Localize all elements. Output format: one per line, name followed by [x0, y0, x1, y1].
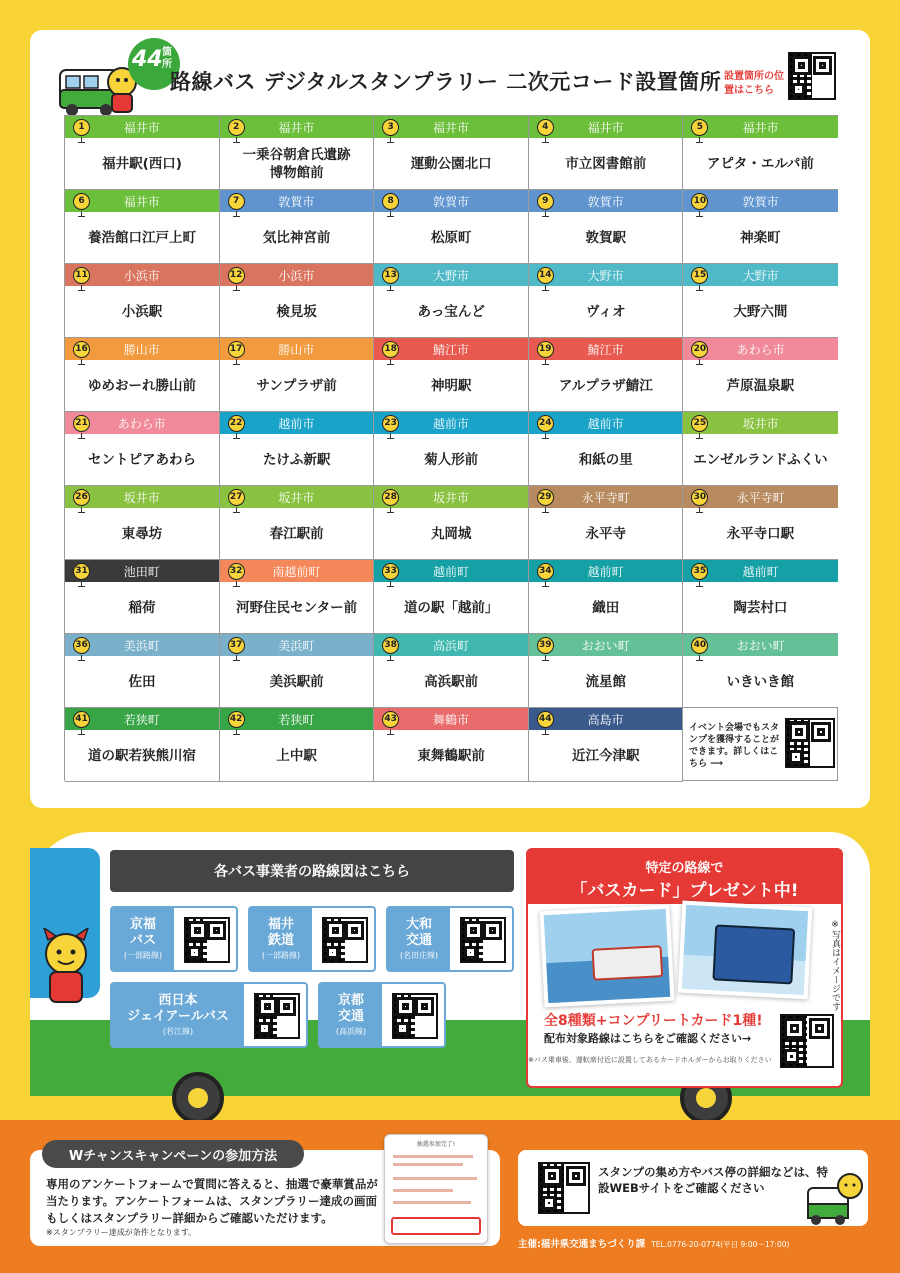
stop-cell — [220, 486, 375, 560]
stop-city: 高浜町 — [432, 639, 469, 653]
bus-stop-number: 35 — [691, 563, 708, 580]
stop-name: いきいき館 — [726, 674, 795, 690]
stop-cell — [65, 634, 220, 708]
stop-name: 東尋坊 — [121, 526, 163, 542]
route-name: 西日本 ジェイアールバス — [127, 993, 229, 1024]
stop-cell-header — [220, 560, 374, 582]
bus-stop-number: 18 — [382, 341, 399, 358]
stop-city: 福井市 — [123, 121, 160, 135]
stop-city: 福井市 — [123, 195, 160, 209]
stop-city: 小浜市 — [278, 269, 315, 283]
stop-city: 越前町 — [742, 565, 779, 579]
route-qr-code[interactable] — [392, 993, 438, 1039]
bus-stop-number: 44 — [537, 711, 554, 728]
stop-name: 永平寺 — [585, 526, 627, 542]
stop-cell-header — [374, 412, 528, 434]
event-qr-code[interactable] — [785, 718, 835, 768]
organizer — [518, 1236, 789, 1250]
event-note: イベント会場でもスタンプを獲得することができます。詳しくはこちら ⟶ — [689, 723, 780, 769]
stop-city: 坂井市 — [123, 491, 160, 505]
stop-name: 佐田 — [128, 674, 156, 690]
bus-card-photo-2 — [678, 901, 813, 1000]
stop-city: 福井市 — [742, 121, 779, 135]
route-kyoto-kotsu[interactable] — [318, 982, 446, 1048]
stop-city: あわら市 — [736, 343, 785, 357]
bus-stop-number: 3 — [382, 119, 399, 136]
bus-stop-number: 29 — [537, 489, 554, 506]
bus-stop-number: 41 — [73, 711, 90, 728]
stop-cell-header — [683, 634, 838, 656]
stop-city: 越前町 — [432, 565, 469, 579]
promo-header — [528, 850, 841, 904]
stop-cell-header — [529, 412, 683, 434]
stop-cell — [65, 190, 220, 264]
stop-name: 養浩館口江戸上町 — [88, 230, 196, 246]
stop-cell — [220, 116, 375, 190]
stop-cell-header — [529, 264, 683, 286]
stop-city: 坂井市 — [742, 417, 779, 431]
bus-stop-number: 11 — [73, 267, 90, 284]
stop-cell-header — [374, 116, 528, 138]
stop-cell — [683, 412, 838, 486]
stop-city: 坂井市 — [278, 491, 315, 505]
stop-city: 敦賀市 — [587, 195, 624, 209]
stop-cell-header — [220, 412, 374, 434]
stop-name: 芦原温泉駅 — [726, 378, 795, 394]
stop-cell-header — [65, 116, 219, 138]
location-qr-note: 設置箇所の位置はこちら — [724, 71, 784, 96]
survey-highlight — [391, 1217, 481, 1235]
stop-cell — [220, 190, 375, 264]
stop-cell-header — [683, 486, 838, 508]
bus-stop-number: 42 — [228, 711, 245, 728]
stop-name: 運動公園北口 — [410, 156, 492, 172]
bus-card-photo-1 — [540, 905, 675, 1008]
stop-cell-header — [65, 264, 219, 286]
stop-cell — [65, 116, 220, 190]
stop-cell — [374, 412, 529, 486]
stop-cell-header — [374, 338, 528, 360]
stop-cell — [65, 708, 220, 782]
bus-stop-number: 22 — [228, 415, 245, 432]
stop-cell-header — [65, 412, 219, 434]
stop-name: 一乗谷朝倉氏遺跡 博物館前 — [242, 147, 351, 181]
stop-cell — [65, 412, 220, 486]
stop-city: 敦賀市 — [742, 195, 779, 209]
bus-stop-number: 39 — [537, 637, 554, 654]
bus-stop-number: 34 — [537, 563, 554, 580]
stop-cell — [65, 264, 220, 338]
stop-name: 美浜駅前 — [269, 674, 324, 690]
stop-cell — [220, 338, 375, 412]
bus-stop-number: 27 — [228, 489, 245, 506]
stop-count: 44 — [132, 47, 163, 72]
stop-city: 南越前町 — [272, 565, 321, 579]
organizer-tel: TEL.0776-20-0774(平日 9:00〜17:00) — [651, 1240, 790, 1249]
stop-city: 池田町 — [123, 565, 160, 579]
stop-city: 大野市 — [742, 269, 779, 283]
stop-name: 神明駅 — [430, 378, 472, 394]
stop-name: サンプラザ前 — [256, 378, 337, 394]
stop-city: 美浜町 — [123, 639, 160, 653]
stop-cell — [529, 486, 684, 560]
bus-stop-number: 36 — [73, 637, 90, 654]
stop-cell-header — [529, 560, 683, 582]
stop-cell — [683, 116, 838, 190]
stop-cell-header — [220, 264, 374, 286]
promo-line1: 特定の路線で — [645, 861, 724, 876]
stop-cell-header — [374, 190, 528, 212]
bus-stop-number: 43 — [382, 711, 399, 728]
bus-stop-number: 8 — [382, 193, 399, 210]
stop-cell — [374, 190, 529, 264]
stop-city: 美浜町 — [278, 639, 315, 653]
route-name: 福井 鉄道 — [267, 917, 294, 948]
bus-stop-number: 26 — [73, 489, 90, 506]
stop-name: アルプラザ鯖江 — [558, 378, 653, 394]
stop-cell — [529, 634, 684, 708]
photo-note: ※写真はイメージです — [830, 920, 840, 1011]
stop-count-unit: 箇所 — [162, 47, 172, 70]
stop-city: 大野市 — [587, 269, 624, 283]
stop-name: 小浜駅 — [121, 304, 163, 320]
bus-card-promo — [526, 848, 843, 1088]
bus-stop-number: 28 — [382, 489, 399, 506]
route-fukui-railway[interactable] — [248, 906, 376, 972]
stop-city: 福井市 — [278, 121, 315, 135]
stop-cell — [529, 190, 684, 264]
bus-stop-number: 23 — [382, 415, 399, 432]
stop-city: 永平寺町 — [581, 491, 630, 505]
stop-cell — [220, 264, 375, 338]
stop-city: 越前町 — [587, 565, 624, 579]
stop-cell-header — [529, 338, 683, 360]
bus-stop-number: 31 — [73, 563, 90, 580]
bus-stop-number: 32 — [228, 563, 245, 580]
stop-city: 越前市 — [587, 417, 624, 431]
stop-cell — [374, 486, 529, 560]
bus-stop-number: 24 — [537, 415, 554, 432]
stop-cell — [220, 634, 375, 708]
stop-cell-header — [65, 486, 219, 508]
stop-cell-header — [683, 412, 838, 434]
bus-stop-number: 1 — [73, 119, 90, 136]
stop-city: 勝山市 — [123, 343, 160, 357]
promo-qr-code[interactable] — [780, 1014, 834, 1068]
stop-name: 高浜駅前 — [424, 674, 479, 690]
stop-cell — [374, 338, 529, 412]
stop-cell-header — [529, 634, 683, 656]
bus-stop-number: 25 — [691, 415, 708, 432]
route-qr-code[interactable] — [184, 917, 230, 963]
stop-cell — [65, 338, 220, 412]
campaign-title: Wチャンスキャンペーンの参加方法 — [42, 1140, 304, 1168]
page-title: 路線バス デジタルスタンプラリー 二次元コード設置箇所 — [170, 70, 722, 94]
stop-cell — [374, 560, 529, 634]
stop-city: 永平寺町 — [736, 491, 785, 505]
bus-stop-number: 15 — [691, 267, 708, 284]
stop-name: 流星館 — [585, 674, 627, 690]
stop-name: あっ宝んど — [417, 304, 485, 320]
stop-city: 坂井市 — [432, 491, 469, 505]
stop-cell — [374, 634, 529, 708]
stop-name: 松原町 — [430, 230, 472, 246]
bus-stop-number: 19 — [537, 341, 554, 358]
stop-name: 気比神宮前 — [262, 230, 331, 246]
stop-city: 越前市 — [278, 417, 315, 431]
bus-stop-number: 2 — [228, 119, 245, 136]
website-text: スタンプの集め方やバス停の詳細などは、特設WEBサイトをご確認ください — [598, 1165, 828, 1195]
stop-name: 丸岡城 — [430, 526, 472, 542]
bus-stop-number: 20 — [691, 341, 708, 358]
route-sub: (名田庄線) — [399, 951, 439, 960]
promo-line2: 「バスカード」プレゼント中! — [570, 881, 799, 901]
stop-city: あわら市 — [117, 417, 166, 431]
stop-name: ゆめおーれ勝山前 — [88, 378, 196, 394]
stop-cell — [529, 338, 684, 412]
stop-name: 市立図書館前 — [565, 156, 647, 172]
route-map-banner: 各バス事業者の路線図はこちら — [110, 850, 514, 892]
stop-cell — [529, 412, 684, 486]
stop-cell-header — [220, 116, 374, 138]
bus-stop-number: 13 — [382, 267, 399, 284]
stop-cell-header — [220, 338, 374, 360]
stop-cell-header — [683, 116, 838, 138]
bus-stop-number: 40 — [691, 637, 708, 654]
campaign-text: 専用のアンケートフォームで質問に答えると、抽選で豪華賞品が当たります。アンケートフォームは、スタンプラリー達成の画面もしくはスタンプラリー詳細からご確認いただけます。 — [46, 1177, 378, 1225]
stop-cell-header — [529, 190, 683, 212]
stop-cell-header — [220, 708, 374, 730]
stop-name: 陶芸村口 — [733, 600, 788, 616]
stop-name: セントピアあわら — [88, 452, 196, 468]
stop-cell — [374, 264, 529, 338]
website-qr-code[interactable] — [538, 1162, 590, 1214]
stop-city: 敦賀市 — [432, 195, 469, 209]
route-qr-code[interactable] — [254, 993, 300, 1039]
bus-stop-number: 33 — [382, 563, 399, 580]
stop-cell — [374, 708, 529, 782]
bus-stop-number: 7 — [228, 193, 245, 210]
stop-cell-header — [65, 634, 219, 656]
stop-cell — [529, 264, 684, 338]
stop-cell — [683, 264, 838, 338]
stop-name: 和紙の里 — [578, 452, 633, 468]
route-name: 京福 バス — [129, 917, 156, 948]
stop-name: 上中駅 — [276, 748, 317, 764]
stop-name: 春江駅前 — [269, 526, 324, 542]
stop-cell-header — [529, 708, 683, 730]
stop-city: 福井市 — [432, 121, 469, 135]
location-qr-code[interactable] — [788, 52, 836, 100]
stop-cell — [683, 560, 838, 634]
bus-stop-number: 12 — [228, 267, 245, 284]
stop-cell-header — [374, 708, 528, 730]
stop-cell — [529, 560, 684, 634]
stop-cell-header — [374, 264, 528, 286]
bus-stop-number: 10 — [691, 193, 708, 210]
route-qr-code[interactable] — [322, 917, 368, 963]
stop-name: 大野六間 — [733, 304, 788, 320]
route-name: 大和 交通 — [405, 917, 432, 948]
stop-name: 菊人形前 — [424, 452, 479, 468]
stop-name: ヴィオ — [585, 304, 626, 320]
stop-cell-header — [683, 264, 838, 286]
stop-cell-header — [220, 190, 374, 212]
stop-city: 福井市 — [587, 121, 624, 135]
stop-name: 東舞鶴駅前 — [417, 748, 485, 764]
route-nishinihon-jr-bus[interactable] — [110, 982, 308, 1048]
stop-cell-header — [683, 560, 838, 582]
stop-name: 河野住民センター前 — [236, 600, 358, 616]
route-keifuku-bus[interactable] — [110, 906, 238, 972]
bus-stop-number: 37 — [228, 637, 245, 654]
stop-cell-header — [65, 560, 219, 582]
bus-stop-number: 38 — [382, 637, 399, 654]
stop-cell-header — [65, 708, 219, 730]
stop-cell — [65, 486, 220, 560]
stop-name: 福井駅(西口) — [102, 156, 182, 172]
stop-cell-header — [529, 486, 683, 508]
survey-screen-image — [384, 1134, 488, 1244]
stop-cell-header — [374, 560, 528, 582]
campaign-note: ※スタンプラリー達成が条件となります。 — [46, 1228, 197, 1237]
stop-city: 小浜市 — [123, 269, 160, 283]
stop-cell — [529, 116, 684, 190]
stop-name: 稲荷 — [128, 600, 156, 616]
stop-cell-header — [65, 338, 219, 360]
bus-stop-number: 30 — [691, 489, 708, 506]
stop-name: 道の駅「越前」 — [403, 600, 499, 616]
stop-cell — [220, 708, 375, 782]
stop-name: 永平寺口駅 — [726, 526, 795, 542]
stop-city: 鯖江市 — [587, 343, 624, 357]
stop-cell — [683, 190, 838, 264]
stop-cell-header — [683, 338, 838, 360]
organizer-label: 主催:福井県交通まちづくり課 — [518, 1239, 646, 1250]
stop-cell-header — [529, 116, 683, 138]
stop-city: おおい町 — [581, 639, 630, 653]
stop-cell — [220, 560, 375, 634]
route-yamato-kotsu[interactable] — [386, 906, 514, 972]
stop-city: 鯖江市 — [432, 343, 469, 357]
stop-name: たけふ新駅 — [262, 452, 331, 468]
stop-cell-header — [65, 190, 219, 212]
bus-stop-number: 5 — [691, 119, 708, 136]
route-sub: (若江線) — [162, 1027, 194, 1036]
phone-title: 抽選参加完了! — [416, 1141, 456, 1148]
route-sub: (高浜線) — [335, 1027, 367, 1036]
stop-city: 若狭町 — [278, 713, 315, 727]
route-name: 京都 交通 — [337, 993, 364, 1024]
route-sub: (一部路線) — [261, 951, 301, 960]
stop-cell — [374, 116, 529, 190]
stop-city: 舞鶴市 — [432, 713, 469, 727]
bus-wheel-front — [172, 1072, 224, 1124]
stop-name: 織田 — [592, 600, 620, 616]
stop-cell-header — [220, 634, 374, 656]
route-sub: (一部路線) — [123, 951, 163, 960]
stop-cell — [220, 412, 375, 486]
stop-name: エンゼルランドふくい — [693, 452, 828, 468]
bus-stop-number: 16 — [73, 341, 90, 358]
stop-cell — [683, 634, 838, 708]
bus-stop-number: 21 — [73, 415, 90, 432]
stop-cell-header — [374, 634, 528, 656]
bus-stop-number: 9 — [537, 193, 554, 210]
promo-ask: 配布対象路線はこちらをご確認ください→ — [544, 1032, 752, 1045]
route-qr-code[interactable] — [460, 917, 506, 963]
stop-city: おおい町 — [736, 639, 785, 653]
stop-city: 敦賀市 — [278, 195, 315, 209]
mascot-icon — [36, 928, 96, 1008]
event-info — [685, 708, 839, 782]
stop-cell — [65, 560, 220, 634]
stop-cell — [529, 708, 684, 782]
stop-cell — [683, 338, 838, 412]
promo-small-note: ※バス乗車後、運転席付近に設置してあるカードホルダーからお取りください — [528, 1056, 772, 1064]
stop-city: 若狭町 — [123, 713, 160, 727]
stop-city: 高島市 — [587, 713, 624, 727]
stop-name: 検見坂 — [276, 304, 317, 320]
stop-name: 道の駅若狭熊川宿 — [88, 748, 196, 764]
bus-stop-number: 17 — [228, 341, 245, 358]
stop-cell-header — [374, 486, 528, 508]
stop-name: 敦賀駅 — [585, 230, 627, 246]
bus-stop-number: 6 — [73, 193, 90, 210]
bus-stop-number: 4 — [537, 119, 554, 136]
stop-name: 近江今津駅 — [572, 748, 640, 764]
promo-count: 全8種類+コンプリートカード1種! — [544, 1013, 763, 1029]
stop-name: アピタ・エルパ前 — [706, 156, 814, 172]
stop-cell — [683, 486, 838, 560]
stop-grid — [64, 115, 838, 781]
stop-name: 神楽町 — [740, 230, 781, 246]
header — [30, 30, 870, 110]
stop-city: 勝山市 — [278, 343, 315, 357]
stop-city: 大野市 — [432, 269, 469, 283]
stop-city: 越前市 — [432, 417, 469, 431]
bus-stop-number: 14 — [537, 267, 554, 284]
stop-cell-header — [683, 190, 838, 212]
stop-cell-header — [220, 486, 374, 508]
